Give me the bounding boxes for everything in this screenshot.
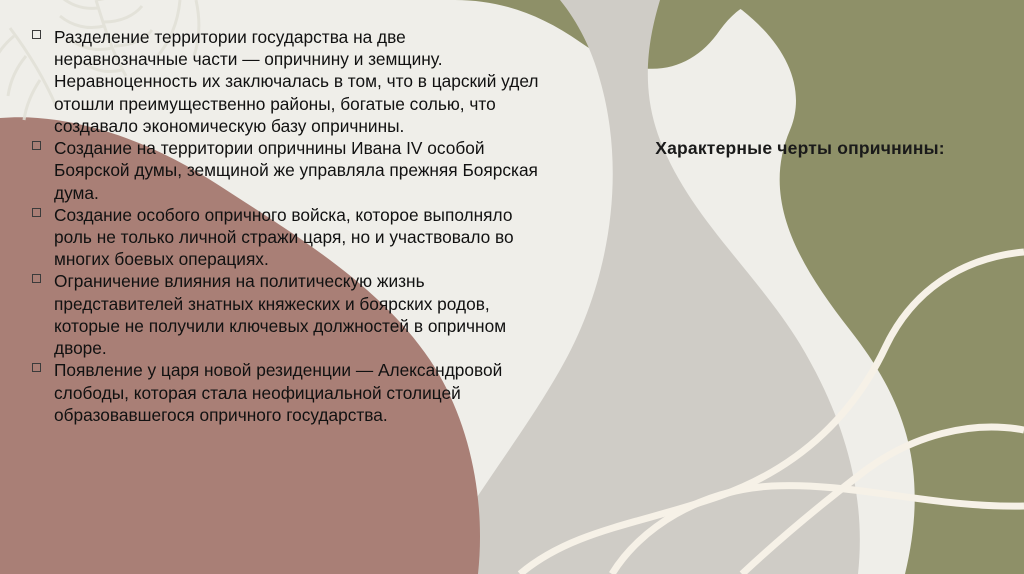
list-item-text: Разделение территории государства на две неравнозначные части — опричнину и земщину. Неравноценность их заключалась в том, что в царский удел отошли преимущественно районы, богатые солью, что создавало экономическую базу опричнины. [54, 27, 539, 136]
bullet-list [30, 26, 540, 426]
list-item [30, 137, 540, 204]
list-item-text: Создание особого опричного войска, которое выполняло роль не только личной стражи царя, но и участвовало во многих боевых операциях. [54, 204, 514, 270]
bullet-square-icon [32, 141, 41, 150]
list-item [30, 204, 540, 271]
bullet-square-icon [32, 363, 41, 372]
bullet-square-icon [32, 208, 41, 217]
list-item [30, 359, 540, 426]
list-item-text: Ограничение влияния на политическую жизнь представителей знатных княжеских и боярских родов, которые не получили ключевых должностей в опричном дворе. [54, 271, 507, 359]
bullet-square-icon [32, 274, 41, 283]
page-title: Характерные черты опричнины: [655, 138, 945, 158]
bullet-square-icon [32, 30, 41, 39]
list-item [30, 270, 540, 359]
list-item-text: Появление у царя новой резиденции — Александровой слободы, которая стала неофициальной столицей образовавшегося опричного государства. [54, 360, 503, 425]
list-item [30, 26, 540, 137]
list-item-text: Создание на территории опричнины Ивана IV особой Боярской думы, земщиной же управляла прежняя Боярская дума. [54, 138, 538, 203]
